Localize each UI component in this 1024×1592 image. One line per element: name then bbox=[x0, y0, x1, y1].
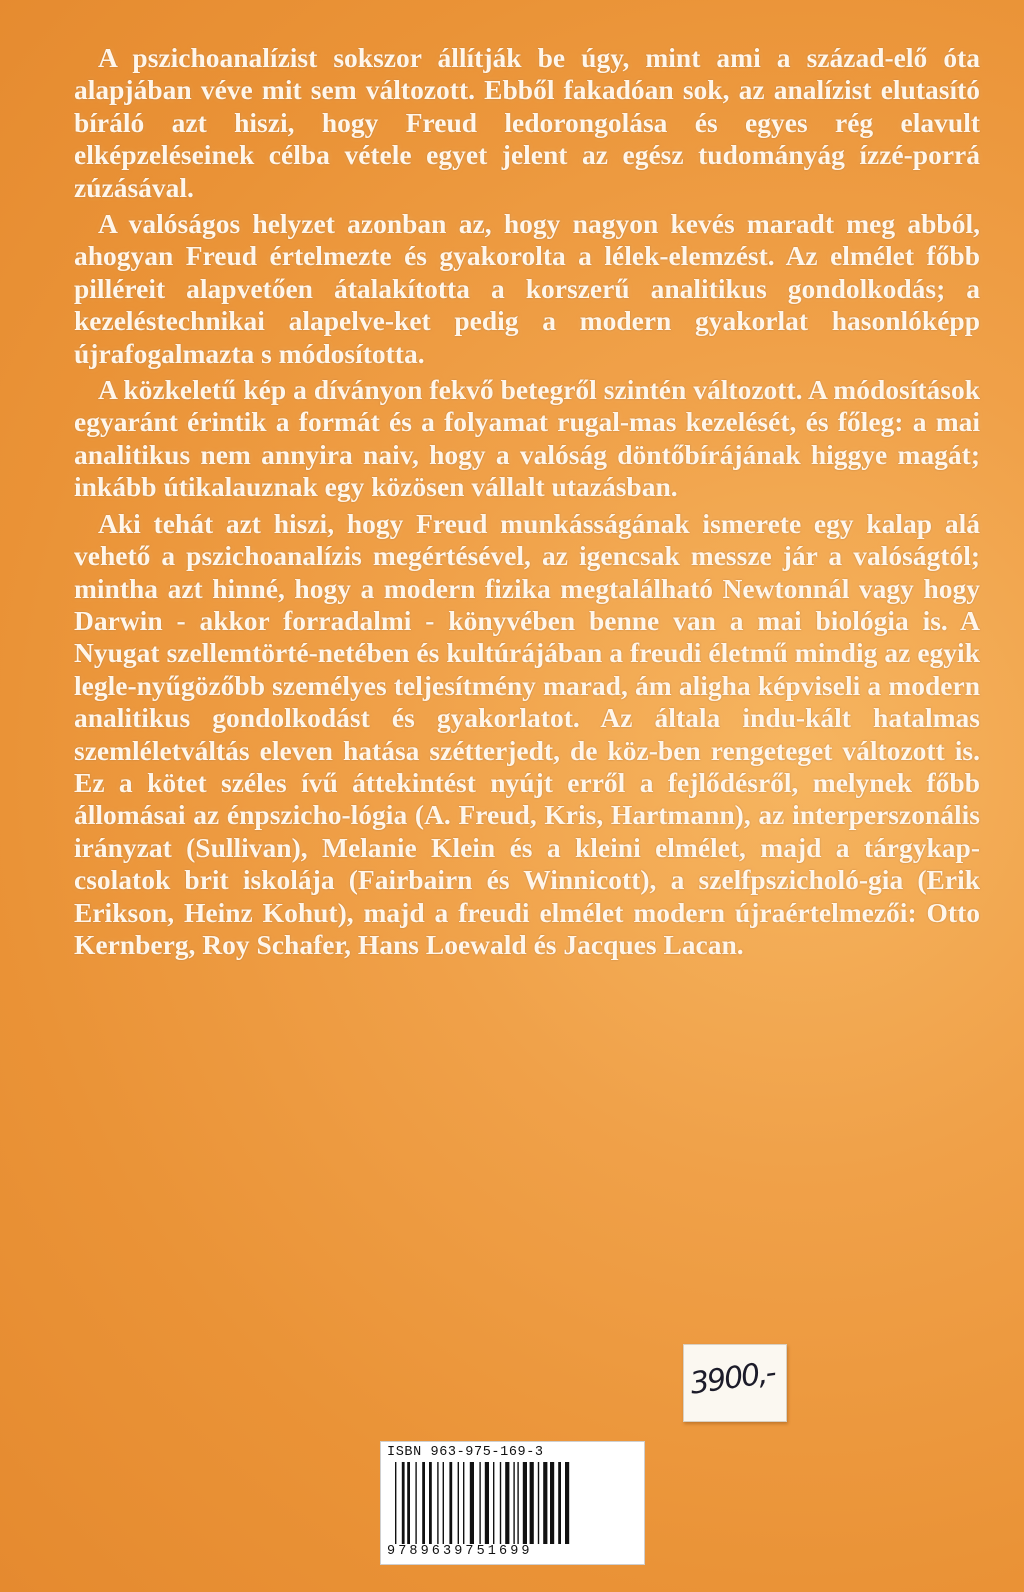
blurb-paragraph-4: Aki tehát azt hiszi, hogy Freud munkásságának ismerete egy kalap alá vehető a pszichoanalízis megértésével, az igencsak messze jár a valóságtól; mintha azt hinné, hogy a modern fizika megtalálható Newtonnál vagy hogy Darwin - akkor forradalmi - könyvében benne van a mai biológia is. A Nyugat szellemtörté-netében és kultúrájában a freudi életmű mindig az egyik legle-nyűgözőbb személyes teljesítmény marad, ám aligha képviseli a modern analitikus gondolkodást és gyakorlatot. Az általa indu-kált hatalmas szemléletváltás eleven hatása szétterjedt, de köz-ben rengeteget változott is. Ez a kötet széles ívű áttekintést nyújt erről a fejlődésről, melynek főbb állomásai az énpszicho-lógia (A. Freud, Kris, Hartmann), az interperszonális irányzat (Sullivan), Melanie Klein és a kleini elmélet, majd a tárgykap-csolatok brit iskolája (Fairbairn és Winnicott), a szelfpszicholó-gia (Erik Erikson, Heinz Kohut), majd a freudi elmélet modern újraértelmezői: Otto Kernberg, Roy Schafer, Hans Loewald és Jacques Lacan. bbox=[74, 507, 980, 960]
blurb-paragraph-2: A valóságos helyzet azonban az, hogy nagyon kevés maradt meg abból, ahogyan Freud értelmezte és gyakorolta a lélek-elemzést. Az elmélet főbb pilléreit alapvetően átalakította a korszerű analitikus gondolkodás; a kezeléstechnikai alapelve-ket pedig a modern gyakorlat hasonlóképp újrafogalmazta s módosította. bbox=[74, 208, 980, 369]
blurb-paragraph-3: A közkeletű kép a díványon fekvő betegről szintén változott. A módosítások egyaránt érintik a formát és a folyamat rugal-mas kezelését, és főleg: a mai analitikus nem annyira naiv, hogy a valóság döntőbírájának higgye magát; inkább útikalauznak egy közösen vállalt utazásban. bbox=[74, 374, 980, 503]
ean-digits: 9789639751699 bbox=[387, 1544, 533, 1559]
blurb-paragraph-1: A pszichoanalízist sokszor állítják be úgy, mint ami a század-elő óta alapjában véve mit sem változott. Ebből fakadóan sok, az analízist elutasító bíráló azt hiszi, hogy Freud ledorongolása és egyes rég elavult elképzeléseinek célba vétele egyet jelent az egész tudományág ízzé-porrá zúzásával. bbox=[74, 42, 980, 203]
isbn-number: ISBN 963-975-169-3 bbox=[387, 1445, 544, 1460]
price-sticker bbox=[683, 1344, 787, 1422]
blurb-text bbox=[74, 42, 980, 965]
barcode-icon bbox=[393, 1462, 633, 1544]
price-handwritten: 3900,- bbox=[687, 1355, 777, 1402]
isbn-barcode-label bbox=[380, 1441, 645, 1565]
